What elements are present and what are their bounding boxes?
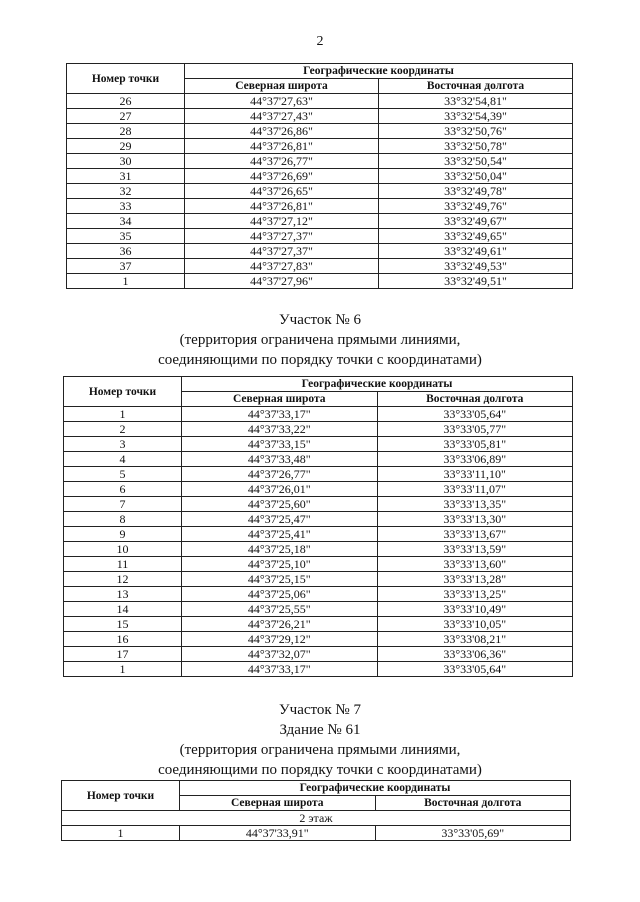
point-number-cell: 31 (67, 169, 185, 184)
section-7-line1: (территория ограничена прямыми линиями, (179, 742, 461, 758)
point-number-cell: 12 (64, 572, 182, 587)
point-number-cell: 17 (64, 647, 182, 662)
table-row (64, 587, 573, 602)
latitude-cell: 44°37'26,01" (182, 482, 378, 497)
longitude-cell: 33°33'10,49" (377, 602, 573, 617)
header-longitude: Восточная долгота (375, 796, 571, 811)
section-6-line1: (территория ограничена прямыми линиями, (179, 332, 461, 348)
point-number-cell: 36 (67, 244, 185, 259)
table-row (67, 244, 573, 259)
latitude-cell: 44°37'26,86" (185, 124, 379, 139)
longitude-cell: 33°33'06,89" (377, 452, 573, 467)
table-row (64, 437, 573, 452)
longitude-cell: 33°33'05,64" (377, 662, 573, 677)
header-geo-coordinates: Географические координаты (182, 377, 573, 392)
longitude-cell: 33°32'54,81" (379, 94, 573, 109)
latitude-cell: 44°37'26,21" (182, 617, 378, 632)
table-row (67, 184, 573, 199)
table-row (67, 199, 573, 214)
point-number-cell: 11 (64, 557, 182, 572)
longitude-cell: 33°33'13,60" (377, 557, 573, 572)
page-number: 2 (316, 34, 324, 49)
longitude-cell: 33°32'50,54" (379, 154, 573, 169)
header-geo-coordinates: Географические координаты (180, 781, 571, 796)
header-latitude: Северная широта (185, 79, 379, 94)
table-row (67, 94, 573, 109)
latitude-cell: 44°37'26,69" (185, 169, 379, 184)
point-number-cell: 1 (64, 407, 182, 422)
longitude-cell: 33°32'49,61" (379, 244, 573, 259)
latitude-cell: 44°37'27,43" (185, 109, 379, 124)
header-point-number: Номер точки (62, 781, 180, 811)
longitude-cell: 33°33'13,25" (377, 587, 573, 602)
section-6-title: Участок № 6 (279, 312, 361, 328)
point-number-cell: 30 (67, 154, 185, 169)
header-longitude: Восточная долгота (379, 79, 573, 94)
floor-label: 2 этаж (62, 811, 571, 826)
latitude-cell: 44°37'33,17" (182, 662, 378, 677)
table-row (64, 632, 573, 647)
table-row (67, 139, 573, 154)
point-number-cell: 35 (67, 229, 185, 244)
table-row (67, 154, 573, 169)
latitude-cell: 44°37'26,81" (185, 199, 379, 214)
longitude-cell: 33°32'50,04" (379, 169, 573, 184)
latitude-cell: 44°37'33,48" (182, 452, 378, 467)
latitude-cell: 44°37'27,63" (185, 94, 379, 109)
table-row (64, 527, 573, 542)
latitude-cell: 44°37'32,07" (182, 647, 378, 662)
point-number-cell: 2 (64, 422, 182, 437)
point-number-cell: 3 (64, 437, 182, 452)
table-row (67, 169, 573, 184)
longitude-cell: 33°33'11,10" (377, 467, 573, 482)
point-number-cell: 5 (64, 467, 182, 482)
section-7-line2: соединяющими по порядку точки с координатами) (158, 762, 482, 778)
latitude-cell: 44°37'33,91" (180, 826, 376, 841)
table-row (64, 407, 573, 422)
latitude-cell: 44°37'29,12" (182, 632, 378, 647)
longitude-cell: 33°32'49,53" (379, 259, 573, 274)
longitude-cell: 33°33'05,64" (377, 407, 573, 422)
longitude-cell: 33°32'50,76" (379, 124, 573, 139)
longitude-cell: 33°33'05,69" (375, 826, 571, 841)
latitude-cell: 44°37'25,18" (182, 542, 378, 557)
latitude-cell: 44°37'33,22" (182, 422, 378, 437)
table-row (62, 826, 571, 841)
latitude-cell: 44°37'27,96" (185, 274, 379, 289)
floor-row (62, 811, 571, 826)
latitude-cell: 44°37'27,83" (185, 259, 379, 274)
section-7-caption (0, 700, 640, 780)
table-row (64, 497, 573, 512)
table-row (67, 109, 573, 124)
longitude-cell: 33°33'05,81" (377, 437, 573, 452)
latitude-cell: 44°37'25,10" (182, 557, 378, 572)
longitude-cell: 33°32'49,65" (379, 229, 573, 244)
point-number-cell: 16 (64, 632, 182, 647)
point-number-cell: 37 (67, 259, 185, 274)
latitude-cell: 44°37'25,60" (182, 497, 378, 512)
point-number-cell: 29 (67, 139, 185, 154)
table-row (64, 482, 573, 497)
point-number-cell: 10 (64, 542, 182, 557)
latitude-cell: 44°37'25,15" (182, 572, 378, 587)
latitude-cell: 44°37'26,77" (182, 467, 378, 482)
latitude-cell: 44°37'25,41" (182, 527, 378, 542)
header-geo-coordinates: Географические координаты (185, 64, 573, 79)
table-row (67, 214, 573, 229)
longitude-cell: 33°33'13,30" (377, 512, 573, 527)
section-6-line2: соединяющими по порядку точки с координатами) (158, 352, 482, 368)
point-number-cell: 33 (67, 199, 185, 214)
longitude-cell: 33°33'06,36" (377, 647, 573, 662)
latitude-cell: 44°37'26,77" (185, 154, 379, 169)
latitude-cell: 44°37'33,15" (182, 437, 378, 452)
table-row (67, 229, 573, 244)
point-number-cell: 7 (64, 497, 182, 512)
table-row (64, 572, 573, 587)
section-7-building: Здание № 61 (279, 722, 361, 738)
header-point-number: Номер точки (67, 64, 185, 94)
longitude-cell: 33°32'54,39" (379, 109, 573, 124)
latitude-cell: 44°37'26,65" (185, 184, 379, 199)
longitude-cell: 33°33'13,67" (377, 527, 573, 542)
section-7-title: Участок № 7 (279, 702, 361, 718)
point-number-cell: 15 (64, 617, 182, 632)
section-6-caption (0, 310, 640, 370)
table-row (64, 557, 573, 572)
longitude-cell: 33°32'49,76" (379, 199, 573, 214)
point-number-cell: 27 (67, 109, 185, 124)
table-row (67, 124, 573, 139)
point-number-cell: 26 (67, 94, 185, 109)
table-row (64, 452, 573, 467)
point-number-cell: 32 (67, 184, 185, 199)
header-longitude: Восточная долгота (377, 392, 573, 407)
latitude-cell: 44°37'27,37" (185, 244, 379, 259)
table-row (67, 274, 573, 289)
point-number-cell: 4 (64, 452, 182, 467)
point-number-cell: 9 (64, 527, 182, 542)
longitude-cell: 33°33'13,35" (377, 497, 573, 512)
table-row (64, 662, 573, 677)
latitude-cell: 44°37'33,17" (182, 407, 378, 422)
latitude-cell: 44°37'25,55" (182, 602, 378, 617)
point-number-cell: 28 (67, 124, 185, 139)
table-row (64, 542, 573, 557)
longitude-cell: 33°32'49,78" (379, 184, 573, 199)
latitude-cell: 44°37'26,81" (185, 139, 379, 154)
point-number-cell: 1 (64, 662, 182, 677)
point-number-cell: 13 (64, 587, 182, 602)
point-number-cell: 8 (64, 512, 182, 527)
longitude-cell: 33°32'50,78" (379, 139, 573, 154)
table-row (64, 512, 573, 527)
longitude-cell: 33°33'11,07" (377, 482, 573, 497)
table-3-body (62, 811, 571, 826)
table-1-body (67, 94, 573, 289)
table-2-body (64, 407, 573, 677)
longitude-cell: 33°33'05,77" (377, 422, 573, 437)
header-point-number: Номер точки (64, 377, 182, 407)
table-row (64, 422, 573, 437)
longitude-cell: 33°33'13,59" (377, 542, 573, 557)
latitude-cell: 44°37'25,06" (182, 587, 378, 602)
table-row (67, 259, 573, 274)
longitude-cell: 33°32'49,51" (379, 274, 573, 289)
table-row (64, 602, 573, 617)
header-latitude: Северная широта (180, 796, 376, 811)
table-row (64, 647, 573, 662)
point-number-cell: 1 (62, 826, 180, 841)
table-3-rows (62, 826, 571, 841)
coordinates-table-1 (66, 63, 573, 289)
latitude-cell: 44°37'25,47" (182, 512, 378, 527)
latitude-cell: 44°37'27,12" (185, 214, 379, 229)
table-row (64, 467, 573, 482)
coordinates-table-3 (61, 780, 571, 841)
longitude-cell: 33°33'08,21" (377, 632, 573, 647)
longitude-cell: 33°33'13,28" (377, 572, 573, 587)
latitude-cell: 44°37'27,37" (185, 229, 379, 244)
longitude-cell: 33°33'10,05" (377, 617, 573, 632)
point-number-cell: 6 (64, 482, 182, 497)
longitude-cell: 33°32'49,67" (379, 214, 573, 229)
point-number-cell: 14 (64, 602, 182, 617)
table-row (64, 617, 573, 632)
point-number-cell: 1 (67, 274, 185, 289)
header-latitude: Северная широта (182, 392, 378, 407)
coordinates-table-2 (63, 376, 573, 677)
point-number-cell: 34 (67, 214, 185, 229)
